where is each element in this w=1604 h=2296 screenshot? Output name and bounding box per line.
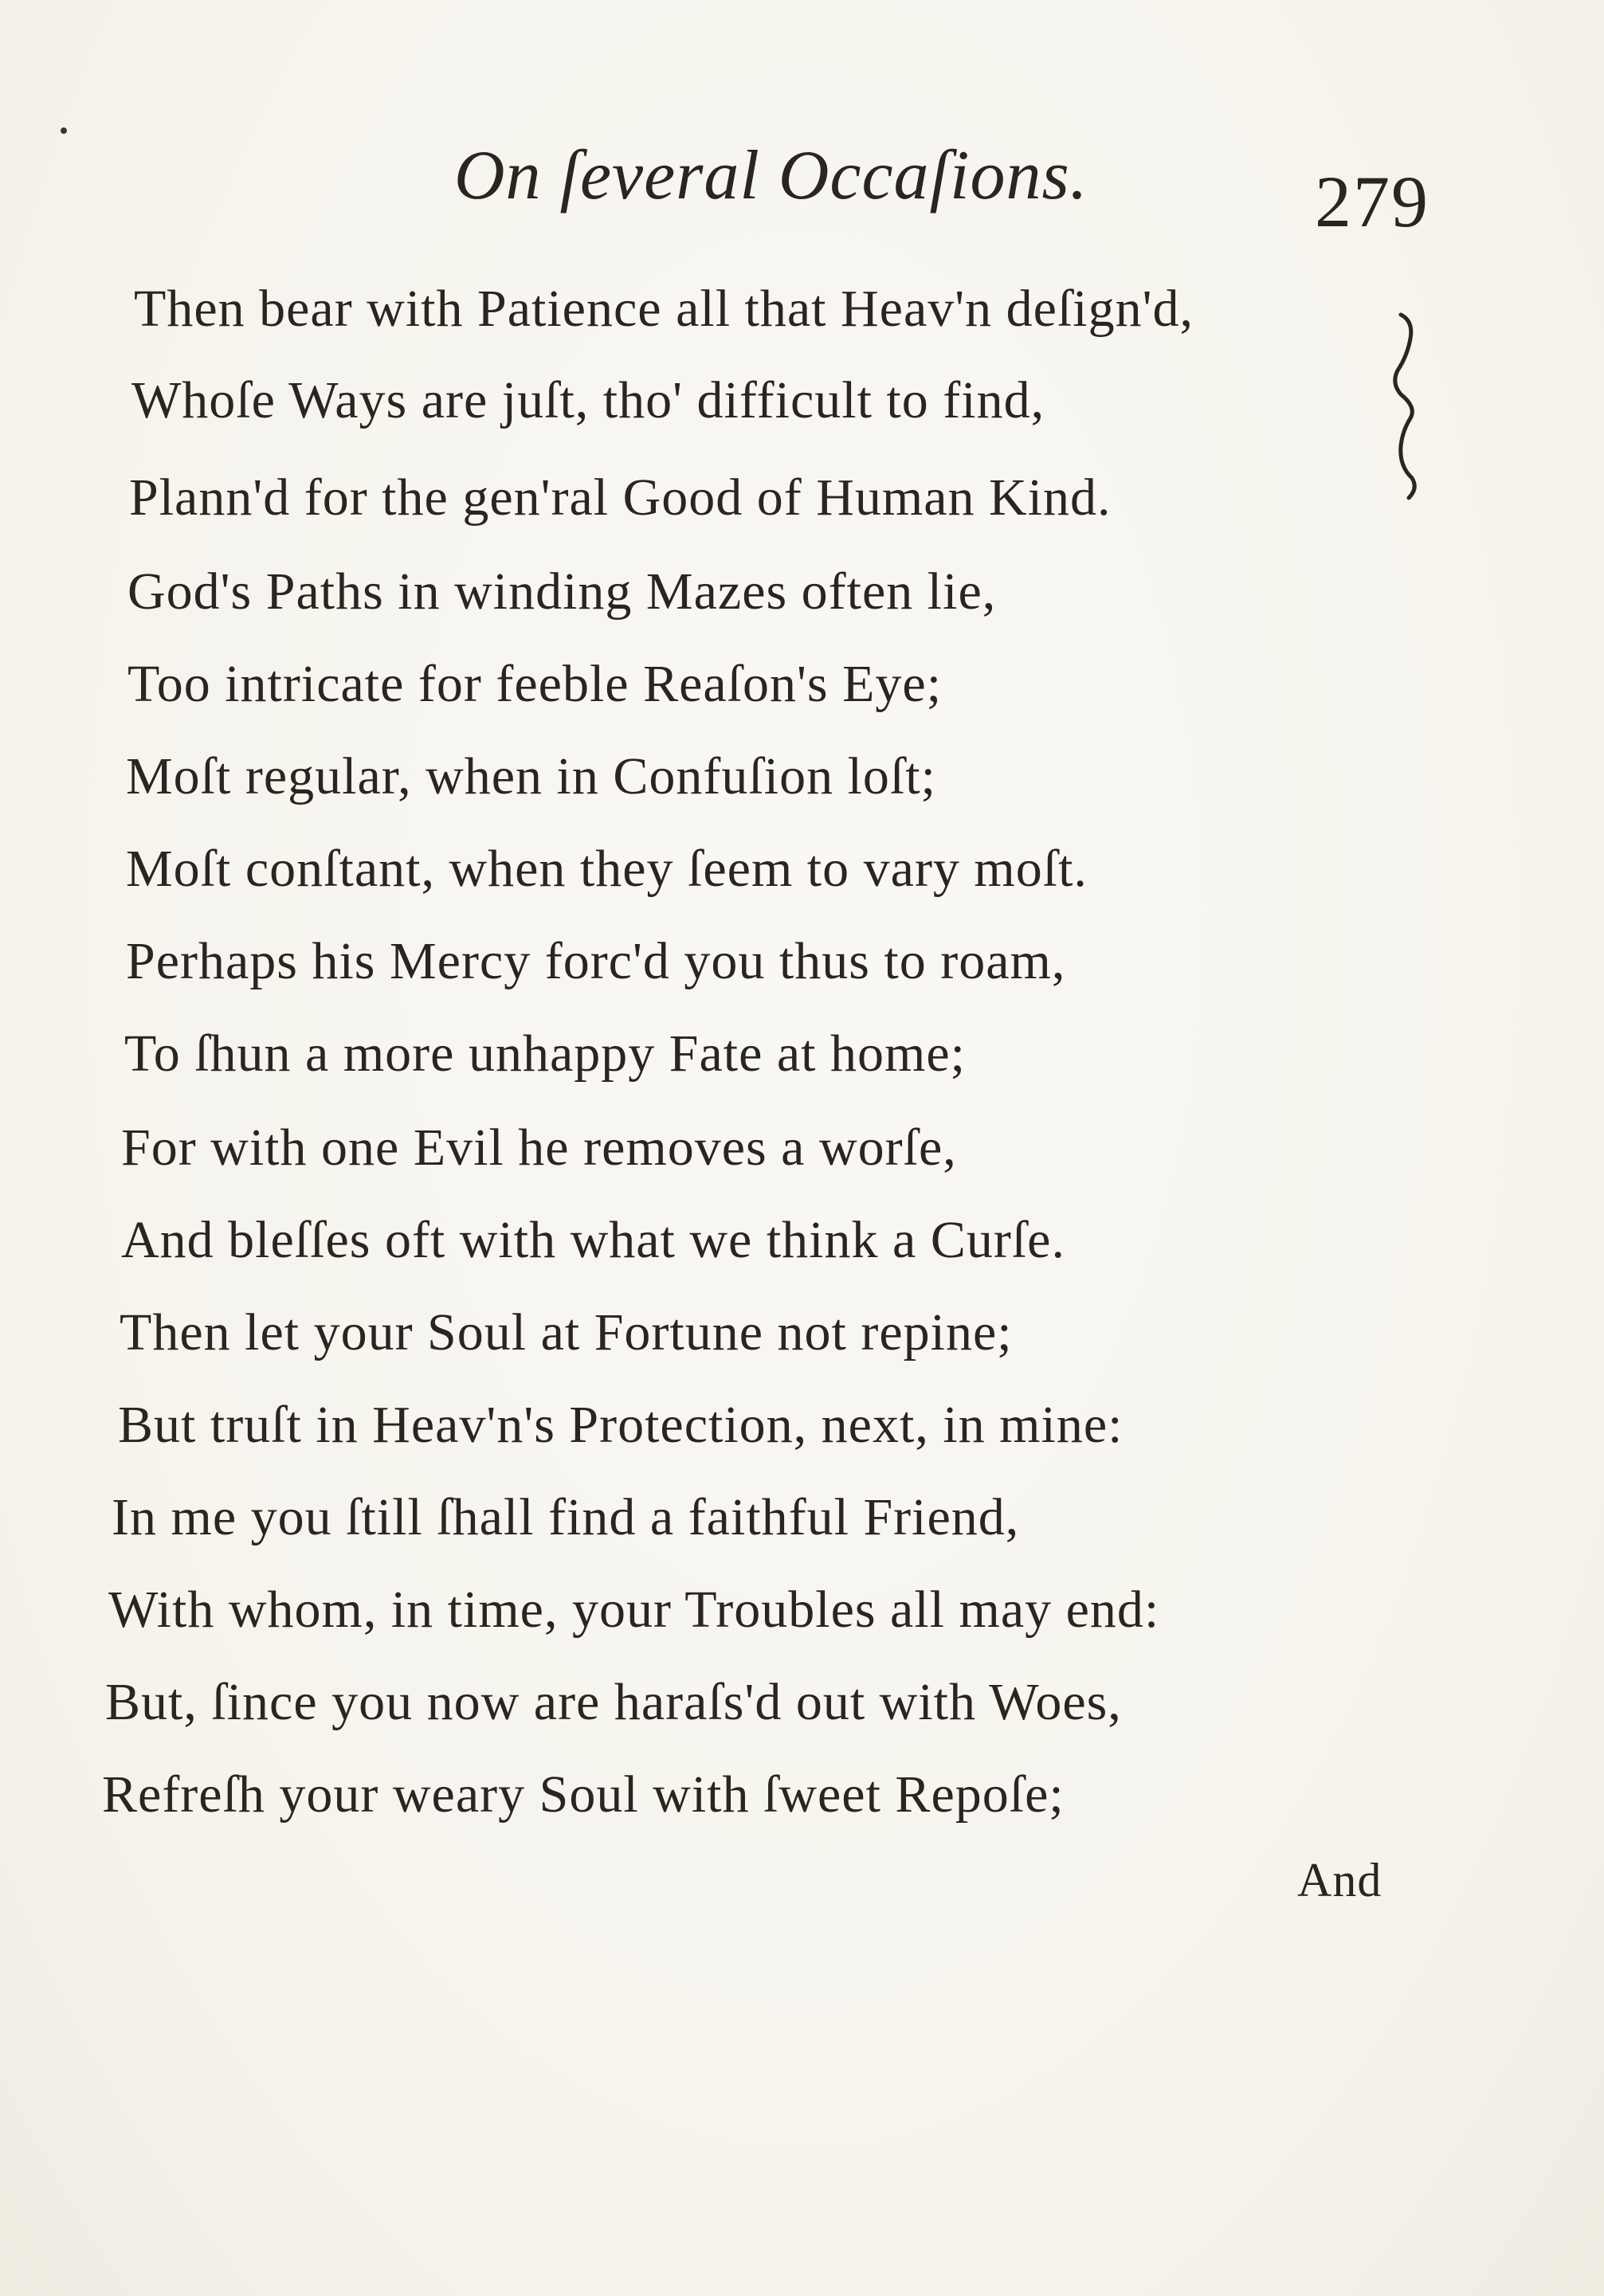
- poem-line-13: But truſt in Heav'n's Protection, next, in mine:: [118, 1396, 1124, 1454]
- page-number: 279: [1315, 161, 1429, 242]
- poem-line-11: And bleſſes oft with what we think a Curſe.: [121, 1211, 1065, 1269]
- poem-line-10: For with one Evil he removes a worſe,: [121, 1119, 957, 1177]
- catchword: And: [1297, 1854, 1382, 1906]
- poem-line-6: Moſt regular, when in Confuſion loſt;: [126, 747, 936, 805]
- poem-line-4: God's Paths in winding Mazes often lie,: [127, 562, 997, 621]
- poem-line-5: Too intricate for feeble Reaſon's Eye;: [127, 655, 943, 713]
- poem-line-2: Whoſe Ways are juſt, tho' difficult to find,: [131, 371, 1045, 429]
- poem-line-16: But, ſince you now are haraſs'd out with Woes,: [105, 1673, 1122, 1731]
- triplet-brace-icon: [1386, 307, 1434, 506]
- poem-line-3: Plann'd for the gen'ral Good of Human Kind.: [129, 468, 1112, 527]
- poem-line-15: With whom, in time, your Troubles all may end:: [108, 1581, 1160, 1639]
- ink-speck: [61, 127, 67, 134]
- poem-line-8: Perhaps his Mercy forc'd you thus to roam,: [126, 932, 1066, 990]
- poem-line-17: Refreſh your weary Soul with ſweet Repoſe;: [102, 1765, 1065, 1824]
- poem-line-7: Moſt conſtant, when they ſeem to vary moſt.: [126, 840, 1088, 898]
- poem-line-12: Then let your Soul at Fortune not repine;: [120, 1303, 1013, 1362]
- poem-line-1: Then bear with Patience all that Heav'n deſign'd,: [134, 280, 1194, 338]
- poem-line-9: To ſhun a more unhappy Fate at home;: [124, 1025, 966, 1083]
- running-title: On ſeveral Occaſions.: [454, 137, 1088, 214]
- poem-line-14: In me you ſtill ſhall find a faithful Friend,: [112, 1488, 1020, 1546]
